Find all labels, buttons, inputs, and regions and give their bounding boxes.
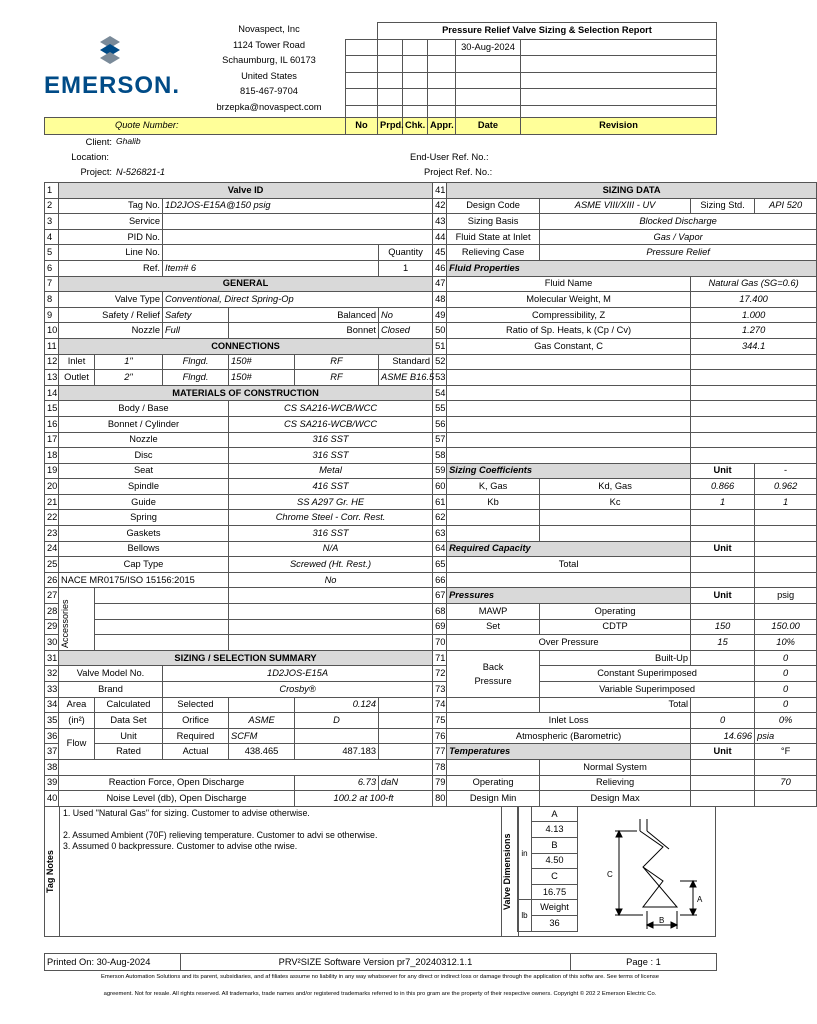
disclaimer-line1: Emerson Automation Solutions and its parent, subsidiaries, and af filiates assume no liability in any way whatsoever for any direct or indirect loss or damage through the application of this softw are. See terms of license xyxy=(100,974,660,980)
operating-label: Operating xyxy=(540,604,691,620)
valve-type-label: Valve Type xyxy=(59,292,163,308)
constant-superimposed-label: Constant Superimposed xyxy=(540,666,755,682)
model-label: Valve Model No. xyxy=(59,666,163,682)
tag-notes-label: Tag Notes xyxy=(45,807,60,936)
safety-relief-value: Safety xyxy=(163,307,229,323)
k-gas-value: 0.866 xyxy=(691,479,755,495)
brand-value: Crosby® xyxy=(163,682,433,698)
data-set-label: Data Set xyxy=(95,713,163,729)
material-label: Bonnet / Cylinder xyxy=(59,416,229,432)
material-label: Spring xyxy=(59,510,229,526)
over-pressure-value: 15 xyxy=(691,635,755,651)
unit-header: Unit xyxy=(691,588,755,604)
diagram-label-c: C xyxy=(607,869,613,879)
brand-label: Brand xyxy=(59,682,163,698)
reaction-force-label: Reaction Force, Open Discharge xyxy=(59,775,295,791)
noise-level-value: 100.2 at 100-ft xyxy=(295,791,433,807)
dim-a-label: A xyxy=(532,806,578,822)
over-pressure-label: Over Pressure xyxy=(447,635,691,651)
z-label: Compressibility, Z xyxy=(447,307,691,323)
material-value: 316 SST xyxy=(229,448,433,464)
footer-table xyxy=(44,953,717,971)
set-value: 150 xyxy=(691,619,755,635)
col-chk: Chk. xyxy=(403,118,428,135)
line-label: Line No. xyxy=(59,245,163,261)
outlet-label: Outlet xyxy=(59,370,95,386)
inlet-rating: 150# xyxy=(229,354,295,370)
nozzle-value: Full xyxy=(163,323,229,339)
inlet-loss-label: Inlet Loss xyxy=(447,713,691,729)
dims-unit-lb: lb xyxy=(518,900,532,931)
material-label: Body / Base xyxy=(59,401,229,417)
builtup-label: Built-Up xyxy=(540,650,691,666)
design-code-value: ASME VIII/XIII - UV xyxy=(540,198,691,214)
weight-value: 36 xyxy=(532,915,578,931)
fluid-name-label: Fluid Name xyxy=(447,276,691,292)
project-info xyxy=(44,137,716,182)
temp-relieving-value: 70 xyxy=(755,775,817,791)
constant-superimposed-value: 0 xyxy=(755,666,817,682)
material-label: Nozzle xyxy=(59,432,229,448)
k-value: 1.270 xyxy=(691,323,817,339)
weight-label: Weight xyxy=(532,900,578,916)
area-unit: (in²) xyxy=(59,713,95,729)
diagram-label-a: A xyxy=(697,894,703,904)
sizing-std-value: API 520 xyxy=(755,198,817,214)
material-label: NACE MR0175/ISO 15156:2015 xyxy=(59,572,229,588)
note-3: 3. Assumed 0 backpressure. Customer to advise othe rwise. xyxy=(63,840,298,851)
area-label: Area xyxy=(59,697,95,713)
material-value: CS SA216-WCB/WCC xyxy=(229,401,433,417)
software-version: PRV²SIZE Software Version pr7_20240312.1.1 xyxy=(181,954,571,971)
over-pressure-pct: 10% xyxy=(755,635,817,651)
material-value: Metal xyxy=(229,463,433,479)
unit-header: Unit xyxy=(691,463,755,479)
ref-label: Ref. xyxy=(59,260,163,276)
degf-unit: °F xyxy=(755,744,817,760)
company-email: brzepka@novaspect.com xyxy=(216,101,322,112)
k-label: Ratio of Sp. Heats, k (Cp / Cv) xyxy=(447,323,691,339)
kd-gas-value: 0.962 xyxy=(755,479,817,495)
report-date: 30-Aug-2024 xyxy=(456,39,521,56)
dim-b-label: B xyxy=(532,837,578,853)
address-country: United States xyxy=(241,70,297,81)
inlet-type: Flngd. xyxy=(163,354,229,370)
note-1: 1. Used "Natural Gas" for sizing. Customer to advise otherwise. xyxy=(63,807,310,818)
col-date: Date xyxy=(456,118,521,135)
material-label: Seat xyxy=(59,463,229,479)
material-value: N/A xyxy=(229,541,433,557)
address-line1: 1124 Tower Road xyxy=(232,39,305,50)
atmospheric-value: 14.696 xyxy=(691,728,755,744)
kb-label: Kb xyxy=(447,494,540,510)
note-2: 2. Assumed Ambient (70F) relieving temperature. Customer to advi se otherwise. xyxy=(63,829,378,840)
psig-unit: psig xyxy=(755,588,817,604)
set-label: Set xyxy=(447,619,540,635)
client-value: Ghalib xyxy=(116,136,141,146)
temp-operating-label: Operating xyxy=(447,775,540,791)
inlet-loss-pct: 0% xyxy=(755,713,817,729)
material-value: Chrome Steel - Corr. Rest. xyxy=(229,510,433,526)
dimensions-table xyxy=(517,806,578,932)
design-min-label: Design Min xyxy=(447,791,540,807)
kc-value: 1 xyxy=(755,494,817,510)
inlet-label: Inlet xyxy=(59,354,95,370)
col-prpd: Prpd. xyxy=(378,118,403,135)
company-address xyxy=(189,22,349,115)
cdtp-label: CDTP xyxy=(540,619,691,635)
total-capacity-label: Total xyxy=(447,557,691,573)
mw-label: Molecular Weight, M xyxy=(447,292,691,308)
inlet-loss-value: 0 xyxy=(691,713,755,729)
noise-level-label: Noise Level (db), Open Discharge xyxy=(59,791,295,807)
location-label: Location: xyxy=(71,152,109,162)
rated-label: Rated xyxy=(95,744,163,760)
builtup-value: 0 xyxy=(755,650,817,666)
material-label: Guide xyxy=(59,494,229,510)
flow-label: Flow xyxy=(59,728,95,759)
emerson-logo xyxy=(44,22,184,116)
dim-c-value: 16.75 xyxy=(532,884,578,900)
fluid-properties-header: Fluid Properties xyxy=(447,260,817,276)
report-title: Pressure Relief Valve Sizing & Selection Report xyxy=(378,23,717,40)
bonnet-label: Bonnet xyxy=(229,323,379,339)
variable-superimposed-label: Variable Superimposed xyxy=(540,682,755,698)
material-label: Spindle xyxy=(59,479,229,495)
client-label: Client: xyxy=(85,137,112,147)
project-value: N-526821-1 xyxy=(116,167,166,177)
quote-row xyxy=(44,117,717,135)
company-name: Novaspect, Inc xyxy=(238,24,300,34)
actual-label: Actual xyxy=(163,744,229,760)
data-set-value: ASME xyxy=(229,713,295,729)
temp-relieving-label: Relieving xyxy=(540,775,691,791)
dims-unit-in: in xyxy=(518,806,532,900)
safety-relief-label: Safety / Relief xyxy=(59,307,163,323)
diagram-label-b: B xyxy=(659,915,665,925)
disclaimer-line2: agreement. Not for resale. All rights reserved. All trademarks, trade names and/or registered trademarks referred to in this pro gram are the property of their respective owners. Copyright © 202 2 Emerson Electric Co. xyxy=(103,991,657,997)
material-value: 316 SST xyxy=(229,432,433,448)
c-label: Gas Constant, C xyxy=(447,338,691,354)
revision-table xyxy=(345,22,717,122)
page-number: Page : 1 xyxy=(571,954,717,971)
atmospheric-unit: psia xyxy=(755,728,817,744)
cdtp-value: 150.00 xyxy=(755,619,817,635)
material-label: Gaskets xyxy=(59,526,229,542)
notes-section xyxy=(44,807,716,937)
valve-dimensions-label: Valve Dimensions xyxy=(501,807,519,936)
tag-value: 1D2JOS-E15A@150 psig xyxy=(163,198,433,214)
quantity-value: 1 xyxy=(379,260,433,276)
kd-gas-label: Kd, Gas xyxy=(540,479,691,495)
reaction-force-unit: daN xyxy=(379,775,433,791)
back-pressure-label: Back Pressure xyxy=(447,650,540,697)
material-value: No xyxy=(229,572,433,588)
dim-a-value: 4.13 xyxy=(532,822,578,838)
model-value: 1D2JOS-E15A xyxy=(163,666,433,682)
area-value: 0.124 xyxy=(295,697,379,713)
unit-header: Unit xyxy=(691,541,755,557)
material-value: 316 SST xyxy=(229,526,433,542)
tag-label: Tag No. xyxy=(59,198,163,214)
logo-text: EMERSON. xyxy=(44,72,181,99)
valve-id-header: Valve ID xyxy=(59,183,433,199)
outlet-face: RF xyxy=(295,370,379,386)
connections-header: CONNECTIONS xyxy=(59,338,433,354)
variable-superimposed-value: 0 xyxy=(755,682,817,698)
project-ref-label: Project Ref. No.: xyxy=(424,167,493,177)
printed-on: Printed On: 30-Aug-2024 xyxy=(45,954,181,971)
valve-type-value: Conventional, Direct Spring-Op xyxy=(163,292,433,308)
project-label: Project: xyxy=(80,167,112,177)
pressures-header: Pressures xyxy=(447,588,691,604)
sizing-basis-value: Blocked Discharge xyxy=(540,214,817,230)
material-value: Screwed (Ht. Rest.) xyxy=(229,557,433,573)
required-label: Required xyxy=(163,728,229,744)
materials-header: MATERIALS OF CONSTRUCTION xyxy=(59,385,433,401)
nozzle-label: Nozzle xyxy=(59,323,163,339)
bonnet-value: Closed xyxy=(379,323,433,339)
report-page xyxy=(44,22,803,937)
general-header: GENERAL xyxy=(59,276,433,292)
atmospheric-label: Atmospheric (Barometric) xyxy=(447,728,691,744)
company-phone: 815-467-9704 xyxy=(240,86,298,96)
k-gas-label: K, Gas xyxy=(447,479,540,495)
address-line2: Schaumburg, IL 60173 xyxy=(222,55,316,65)
required-capacity-header: Required Capacity xyxy=(447,541,691,557)
valve-dimension-diagram xyxy=(585,811,713,933)
normal-system-label: Normal System xyxy=(540,759,691,775)
dim-c-label: C xyxy=(532,869,578,885)
outlet-size: 2" xyxy=(95,370,163,386)
dim-b-value: 4.50 xyxy=(532,853,578,869)
reaction-force-value: 6.73 xyxy=(295,775,379,791)
sizing-summary-header: SIZING / SELECTION SUMMARY xyxy=(59,650,433,666)
material-label: Bellows xyxy=(59,541,229,557)
z-value: 1.000 xyxy=(691,307,817,323)
flow-unit-value: SCFM xyxy=(229,728,295,744)
outlet-standard: ASME B16.5 xyxy=(379,370,433,386)
col-revision: Revision xyxy=(521,118,717,135)
sizing-std-label: Sizing Std. xyxy=(691,198,755,214)
quote-number-label: Quote Number: xyxy=(45,118,346,135)
material-value: CS SA216-WCB/WCC xyxy=(229,416,433,432)
sizing-basis-label: Sizing Basis xyxy=(447,214,540,230)
relieving-case-value: Pressure Relief xyxy=(540,245,817,261)
back-total-label: Total xyxy=(540,697,691,713)
material-label: Disc xyxy=(59,448,229,464)
design-max-label: Design Max xyxy=(540,791,691,807)
orifice-label: Orifice xyxy=(163,713,229,729)
mw-value: 17.400 xyxy=(691,292,817,308)
material-label: Cap Type xyxy=(59,557,229,573)
orifice-value: D xyxy=(295,713,379,729)
back-total-value: 0 xyxy=(755,697,817,713)
kb-value: 1 xyxy=(691,494,755,510)
design-code-label: Design Code xyxy=(447,198,540,214)
fluid-name-value: Natural Gas (SG=0.6) xyxy=(691,276,817,292)
quantity-label: Quantity xyxy=(379,245,433,261)
flow-unit-label: Unit xyxy=(95,728,163,744)
ref-value: Item# 6 xyxy=(163,260,379,276)
temperatures-header: Temperatures xyxy=(447,744,691,760)
emerson-logo-icon xyxy=(44,22,184,116)
sizing-coefficients-header: Sizing Coefficients xyxy=(447,463,691,479)
fluid-state-label: Fluid State at Inlet xyxy=(447,229,540,245)
selected-label: Selected xyxy=(163,697,229,713)
calculated-label: Calculated xyxy=(95,697,163,713)
fluid-state-value: Gas / Vapor xyxy=(540,229,817,245)
enduser-ref-label: End-User Ref. No.: xyxy=(410,152,489,162)
material-value: SS A297 Gr. HE xyxy=(229,494,433,510)
outlet-type: Flngd. xyxy=(163,370,229,386)
sizing-data-header: SIZING DATA xyxy=(447,183,817,199)
flow-rated-value: 487.183 xyxy=(295,744,379,760)
main-data-table: 1 Valve ID 41 SIZING DATA 2 Tag No. 1D2JOS-E15A@150 psig 42 Design Code ASME VIII/XIII - UV Sizing Std. API 520 3 Service 43 Sizing Basis Blocked Discharge 4 PID No. 44 Fluid State at Inlet Gas / Vapor 5 Line No. Quantity 45 Relieving Case Pressure Relief 6 Ref. Item# 6 1 46 Fluid Properties 7 GENERAL 47 Fluid Name Natural Gas (SG=0.6) 8 Valve Type Conventional, Direct Spring-Op 48 Molecular Weight, M 17.400 9 Safety / Relief Safety Balanced No 49 Compressibility, Z 1.000 10 Nozzle Full Bonnet Closed 50 Ratio of Sp. Heats, k (Cp / Cv) 1.270 11 CONNECTIONS 51 Gas Constant, C 344.1 12 Inlet 1" Flngd. 150# RF Standard 52 13 Outlet 2" Flngd. 150# RF ASME B16.5 53 14 MATERIALS OF CONSTRUCTION 54 15 Body / Base CS SA216-WCB/WCC 55 16 Bonnet / Cylinder CS SA216-WCB/WCC 56 17 Nozzle 316 SST 57 18 Disc 316 SST 58 19 Seat Metal 59 Sizing Coefficients Unit - 20 Spindle 416 SST 60 K, Gas Kd, Gas 0.866 0.962 21 Guide SS A297 Gr. HE 61 Kb Kc 1 1 22 Spring Chrome Steel - Corr. Rest. 62 23 Gaskets 316 SST 63 24 Bellows N/A 64 Required Capacity Unit 25 Cap Type Screwed (Ht. Rest.) 65 Total 26 NACE MR0175/ISO 15156:2015 No 66 27 Accessories 67 Pressures Unit psig 28 68 MAWP Operating 29 69 Set CDTP 150 150.00 30 70 Over Pressure 15 10% 31 SIZING / SELECTION SUMMARY 71 Back Pressure Built-Up 0 32 Valve Model No. 1D2JOS-E15A 72 Constant Superimposed 0 33 Brand Crosby® 73 Variable Superimposed 0 34 Area Calculated Selected 0.124 74 Total 0 35 (in²) Data Set Orifice ASME D 75 Inlet Loss 0 0% 36 Flow Unit Required SCFM 76 Atmospheric (Barometric) 14.696 psia 37 Rated Actual 438.465 487.183 77 Temperatures Unit °F 38 78 Normal System 39 Reaction Force, Open Discharge 6.73 daN 79 Operating Relieving 70 40 Noise Level (db), Open Discharge 100.2 at 100-ft 80 Design Min Design Max xyxy=(44,182,817,807)
inlet-standard: Standard xyxy=(379,354,433,370)
col-appr: Appr. xyxy=(428,118,456,135)
outlet-rating: 150# xyxy=(229,370,295,386)
balanced-value: No xyxy=(379,307,433,323)
unit-header: Unit xyxy=(691,744,755,760)
unit-dash: - xyxy=(755,463,817,479)
inlet-size: 1" xyxy=(95,354,163,370)
tag-notes-text xyxy=(63,808,377,852)
c-value: 344.1 xyxy=(691,338,817,354)
material-value: 416 SST xyxy=(229,479,433,495)
relieving-case-label: Relieving Case xyxy=(447,245,540,261)
kc-label: Kc xyxy=(540,494,691,510)
mawp-label: MAWP xyxy=(447,604,540,620)
service-label: Service xyxy=(59,214,163,230)
accessories-label: Accessories xyxy=(59,588,95,650)
pid-label: PID No. xyxy=(59,229,163,245)
flow-required-value: 438.465 xyxy=(229,744,295,760)
inlet-face: RF xyxy=(295,354,379,370)
col-no: No xyxy=(346,118,378,135)
balanced-label: Balanced xyxy=(229,307,379,323)
